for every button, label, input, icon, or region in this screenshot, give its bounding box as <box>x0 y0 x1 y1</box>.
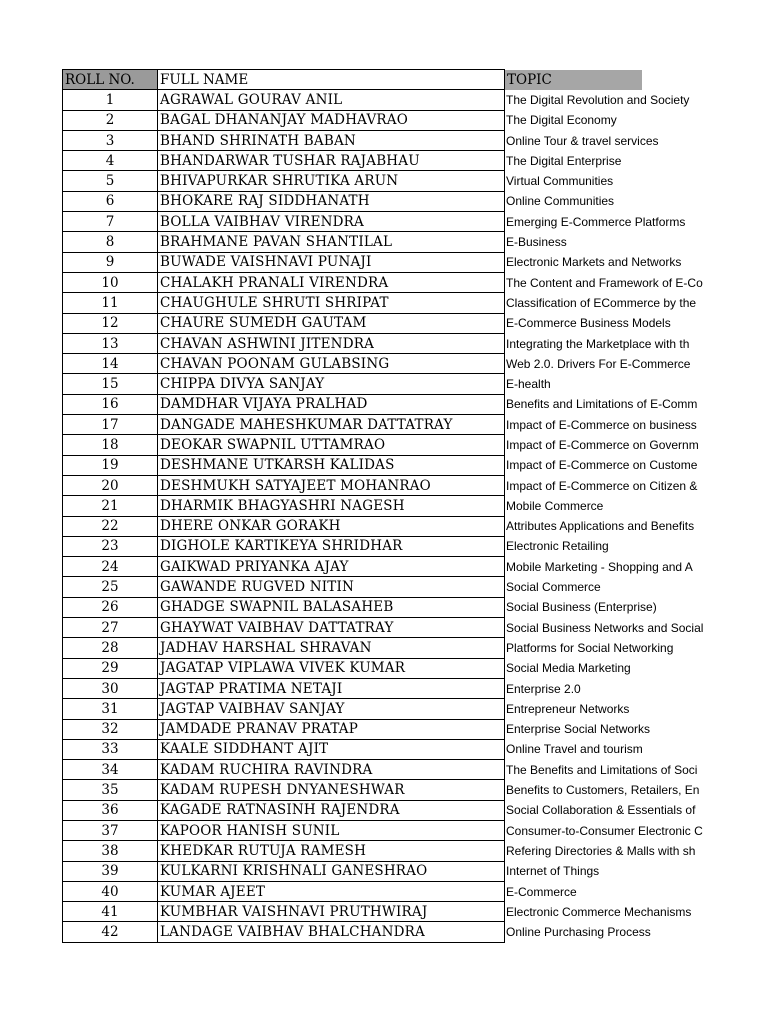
name-cell: BHANDARWAR TUSHAR RAJABHAU <box>158 151 505 171</box>
roll-cell: 42 <box>63 922 158 942</box>
table-row <box>63 881 768 901</box>
name-cell: BAGAL DHANANJAY MADHAVRAO <box>158 110 505 130</box>
table-row <box>63 110 768 130</box>
table-row <box>63 354 768 374</box>
name-cell: KULKARNI KRISHNALI GANESHRAO <box>158 861 505 881</box>
roll-cell: 40 <box>63 881 158 901</box>
roll-cell: 25 <box>63 577 158 597</box>
roll-cell: 1 <box>63 90 158 110</box>
table-row <box>63 455 768 475</box>
name-cell: DEOKAR SWAPNIL UTTAMRAO <box>158 435 505 455</box>
topic-cell: Benefits and Limitations of E-Comm <box>506 397 698 412</box>
name-cell: DESHMUKH SATYAJEET MOHANRAO <box>158 475 505 495</box>
roll-cell: 37 <box>63 820 158 840</box>
table-row <box>63 760 768 780</box>
name-cell: KUMBHAR VAISHNAVI PRUTHWIRAJ <box>158 902 505 922</box>
roll-cell: 8 <box>63 232 158 252</box>
roll-cell: 27 <box>63 618 158 638</box>
name-cell: BHIVAPURKAR SHRUTIKA ARUN <box>158 171 505 191</box>
header-full-name: FULL NAME <box>158 70 505 90</box>
roll-cell: 14 <box>63 354 158 374</box>
topic-cell: Attributes Applications and Benefits <box>506 519 695 534</box>
table-row <box>63 394 768 414</box>
topic-cell: Online Purchasing Process <box>506 925 651 940</box>
topic-cell: Social Commerce <box>506 580 601 595</box>
topic-cell: Impact of E-Commerce on business <box>506 417 697 432</box>
name-cell: AGRAWAL GOURAV ANIL <box>158 90 505 110</box>
name-cell: CHIPPA DIVYA SANJAY <box>158 374 505 394</box>
topic-cell: Enterprise 2.0 <box>506 681 581 696</box>
name-cell: CHAVAN ASHWINI JITENDRA <box>158 333 505 353</box>
name-cell: JAGTAP PRATIMA NETAJI <box>158 678 505 698</box>
table-row <box>63 719 768 739</box>
name-cell: CHAURE SUMEDH GAUTAM <box>158 313 505 333</box>
topic-cell: Emerging E-Commerce Platforms <box>506 214 686 229</box>
name-cell: DHARMIK BHAGYASHRI NAGESH <box>158 496 505 516</box>
header-topic-cell <box>505 70 768 90</box>
roll-cell: 41 <box>63 902 158 922</box>
table-row <box>63 841 768 861</box>
roll-cell: 38 <box>63 841 158 861</box>
roll-cell: 36 <box>63 800 158 820</box>
table-row <box>63 435 768 455</box>
table-row <box>63 171 768 191</box>
table-row <box>63 922 768 942</box>
topic-cell: Impact of E-Commerce on Governm <box>506 437 699 452</box>
name-cell: KAGADE RATNASINH RAJENDRA <box>158 800 505 820</box>
name-cell: KAPOOR HANISH SUNIL <box>158 820 505 840</box>
table-row <box>63 90 768 110</box>
table-row <box>63 272 768 292</box>
name-cell: KADAM RUCHIRA RAVINDRA <box>158 760 505 780</box>
topic-cell: Consumer-to-Consumer Electronic C <box>506 823 703 838</box>
student-topic-table <box>62 69 768 943</box>
roll-cell: 22 <box>63 516 158 536</box>
name-cell: DHERE ONKAR GORAKH <box>158 516 505 536</box>
roll-cell: 18 <box>63 435 158 455</box>
roll-cell: 20 <box>63 475 158 495</box>
name-cell: BHOKARE RAJ SIDDHANATH <box>158 191 505 211</box>
name-cell: KHEDKAR RUTUJA RAMESH <box>158 841 505 861</box>
roll-cell: 30 <box>63 678 158 698</box>
name-cell: JAMDADE PRANAV PRATAP <box>158 719 505 739</box>
topic-cell: Social Business Networks and Social <box>506 620 704 635</box>
table-row <box>63 496 768 516</box>
roll-cell: 21 <box>63 496 158 516</box>
topic-cell: Integrating the Marketplace with th <box>506 336 690 351</box>
name-cell: KADAM RUPESH DNYANESHWAR <box>158 780 505 800</box>
topic-cell: Impact of E-Commerce on Custome <box>506 458 698 473</box>
topic-cell: The Digital Enterprise <box>506 153 622 168</box>
roll-cell: 31 <box>63 699 158 719</box>
topic-cell: Social Business (Enterprise) <box>506 600 657 615</box>
topic-cell: Social Collaboration & Essentials of <box>506 803 696 818</box>
header-roll-no: ROLL NO. <box>63 70 158 90</box>
roll-cell: 28 <box>63 638 158 658</box>
table-row <box>63 475 768 495</box>
table-row <box>63 739 768 759</box>
roll-cell: 13 <box>63 333 158 353</box>
roll-cell: 29 <box>63 658 158 678</box>
table-row <box>63 699 768 719</box>
roll-cell: 26 <box>63 597 158 617</box>
name-cell: KUMAR AJEET <box>158 881 505 901</box>
table-row <box>63 618 768 638</box>
table-row <box>63 130 768 150</box>
name-cell: JAGTAP VAIBHAV SANJAY <box>158 699 505 719</box>
name-cell: BRAHMANE PAVAN SHANTILAL <box>158 232 505 252</box>
table-row <box>63 658 768 678</box>
topic-cell: Virtual Communities <box>506 174 614 189</box>
table-row <box>63 374 768 394</box>
roll-cell: 17 <box>63 415 158 435</box>
name-cell: GHADGE SWAPNIL BALASAHEB <box>158 597 505 617</box>
roll-cell: 16 <box>63 394 158 414</box>
name-cell: DIGHOLE KARTIKEYA SHRIDHAR <box>158 536 505 556</box>
table-row <box>63 191 768 211</box>
name-cell: CHAVAN POONAM GULABSING <box>158 354 505 374</box>
topic-cell: E-health <box>506 377 551 392</box>
table-row <box>63 516 768 536</box>
roll-cell: 7 <box>63 212 158 232</box>
topic-cell: Electronic Commerce Mechanisms <box>506 904 692 919</box>
roll-cell: 23 <box>63 536 158 556</box>
topic-cell: E-Commerce <box>506 884 577 899</box>
topic-cell: Online Travel and tourism <box>506 742 643 757</box>
table-row <box>63 638 768 658</box>
topic-cell: Platforms for Social Networking <box>506 640 674 655</box>
roll-cell: 34 <box>63 760 158 780</box>
roll-cell: 15 <box>63 374 158 394</box>
topic-cell: E-Business <box>506 235 567 250</box>
table-row <box>63 252 768 272</box>
name-cell: BOLLA VAIBHAV VIRENDRA <box>158 212 505 232</box>
topic-cell: Web 2.0. Drivers For E-Commerce <box>506 356 691 371</box>
table-body <box>63 90 768 942</box>
table-row <box>63 293 768 313</box>
topic-cell: Mobile Commerce <box>506 498 604 513</box>
name-cell: BUWADE VAISHNAVI PUNAJI <box>158 252 505 272</box>
topic-cell: The Content and Framework of E-Co <box>506 275 703 290</box>
table-row <box>63 313 768 333</box>
topic-cell: Entrepreneur Networks <box>506 701 630 716</box>
table-row <box>63 333 768 353</box>
roll-cell: 33 <box>63 739 158 759</box>
student-topic-sheet <box>62 69 768 943</box>
name-cell: KAALE SIDDHANT AJIT <box>158 739 505 759</box>
topic-cell: The Digital Economy <box>506 113 617 128</box>
name-cell: JAGATAP VIPLAWA VIVEK KUMAR <box>158 658 505 678</box>
roll-cell: 5 <box>63 171 158 191</box>
roll-cell: 12 <box>63 313 158 333</box>
roll-cell: 24 <box>63 557 158 577</box>
name-cell: BHAND SHRINATH BABAN <box>158 130 505 150</box>
name-cell: GAWANDE RUGVED NITIN <box>158 577 505 597</box>
topic-cell: Benefits to Customers, Retailers, En <box>506 783 700 798</box>
name-cell: DAMDHAR VIJAYA PRALHAD <box>158 394 505 414</box>
table-row <box>63 780 768 800</box>
topic-cell: Enterprise Social Networks <box>506 722 651 737</box>
roll-cell: 4 <box>63 151 158 171</box>
topic-cell: Refering Directories & Malls with sh <box>506 843 696 858</box>
name-cell: GHAYWAT VAIBHAV DATTATRAY <box>158 618 505 638</box>
roll-cell: 3 <box>63 130 158 150</box>
roll-cell: 19 <box>63 455 158 475</box>
topic-cell: Online Tour & travel services <box>506 133 659 148</box>
name-cell: CHALAKH PRANALI VIRENDRA <box>158 272 505 292</box>
name-cell: DESHMANE UTKARSH KALIDAS <box>158 455 505 475</box>
name-cell: JADHAV HARSHAL SHRAVAN <box>158 638 505 658</box>
name-cell: CHAUGHULE SHRUTI SHRIPAT <box>158 293 505 313</box>
table-row <box>63 678 768 698</box>
table-row <box>63 415 768 435</box>
roll-cell: 10 <box>63 272 158 292</box>
table-row <box>63 212 768 232</box>
topic-cell: Mobile Marketing - Shopping and A <box>506 559 693 574</box>
topic-cell: Internet of Things <box>506 864 600 879</box>
topic-cell: Classification of ECommerce by the <box>506 295 697 310</box>
roll-cell: 2 <box>63 110 158 130</box>
topic-cell: The Digital Revolution and Society <box>506 92 690 107</box>
topic-cell: The Benefits and Limitations of Soci <box>506 762 698 777</box>
name-cell: GAIKWAD PRIYANKA AJAY <box>158 557 505 577</box>
header-topic: TOPIC <box>505 70 642 90</box>
topic-cell: Electronic Markets and Networks <box>506 255 682 270</box>
roll-cell: 35 <box>63 780 158 800</box>
table-row <box>63 902 768 922</box>
header-row <box>63 70 768 90</box>
roll-cell: 6 <box>63 191 158 211</box>
table-row <box>63 232 768 252</box>
table-row <box>63 820 768 840</box>
roll-cell: 39 <box>63 861 158 881</box>
topic-cell: Electronic Retailing <box>506 539 609 554</box>
table-row <box>63 861 768 881</box>
table-row <box>63 597 768 617</box>
roll-cell: 9 <box>63 252 158 272</box>
roll-cell: 32 <box>63 719 158 739</box>
table-row <box>63 557 768 577</box>
topic-cell: Social Media Marketing <box>506 661 631 676</box>
roll-cell: 11 <box>63 293 158 313</box>
name-cell: LANDAGE VAIBHAV BHALCHANDRA <box>158 922 505 942</box>
table-row <box>63 536 768 556</box>
topic-cell: Impact of E-Commerce on Citizen & <box>506 478 698 493</box>
topic-cell: E-Commerce Business Models <box>506 316 671 331</box>
table-row <box>63 151 768 171</box>
name-cell: DANGADE MAHESHKUMAR DATTATRAY <box>158 415 505 435</box>
table-row <box>63 800 768 820</box>
table-row <box>63 577 768 597</box>
topic-cell: Online Communities <box>506 194 615 209</box>
